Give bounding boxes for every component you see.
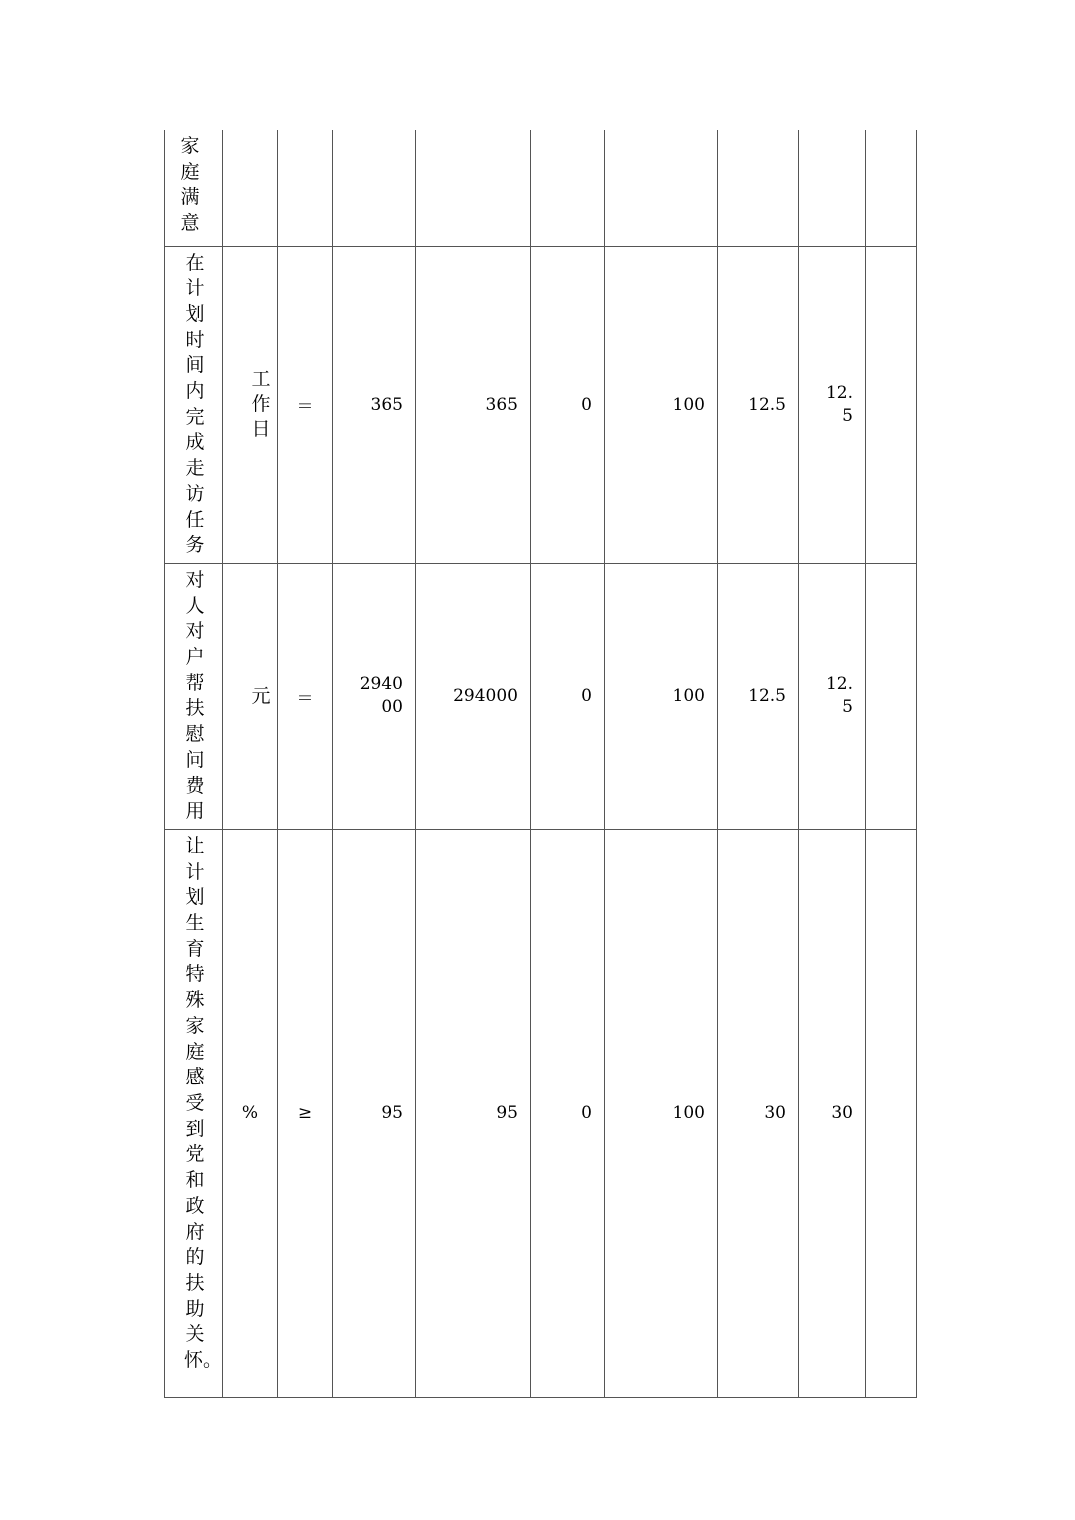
- deviation-cell: 0: [531, 829, 605, 1397]
- operator-cell: ≥: [278, 829, 333, 1397]
- note-cell: [866, 563, 917, 829]
- indicator-cell: [165, 130, 223, 246]
- weight-cell: 12.5: [718, 563, 799, 829]
- target-value-cell: 365: [333, 246, 416, 563]
- target-value-cell: 294000: [333, 563, 416, 829]
- actual-value-cell: [416, 130, 531, 246]
- completion-rate-cell: [605, 130, 718, 246]
- weight-cell: 12.5: [718, 246, 799, 563]
- operator-cell: ＝: [278, 246, 333, 563]
- note-cell: [866, 246, 917, 563]
- completion-rate-cell: 100: [605, 246, 718, 563]
- indicator-cell: [165, 246, 223, 563]
- weight-cell: [718, 130, 799, 246]
- indicator-cell: [165, 563, 223, 829]
- note-cell: [866, 130, 917, 246]
- indicator-cell: [165, 829, 223, 1397]
- unit-cell: 工作日: [223, 246, 278, 563]
- target-value-cell: [333, 130, 416, 246]
- indicator-text: 让计划生育特殊家庭感受到党和政府的扶助关怀。: [184, 834, 223, 1372]
- score-cell: [799, 130, 866, 246]
- operator-cell: ＝: [278, 563, 333, 829]
- completion-rate-cell: 100: [605, 563, 718, 829]
- table-row: [165, 829, 917, 1397]
- score-cell: 12.5: [799, 563, 866, 829]
- actual-value-cell: 95: [416, 829, 531, 1397]
- unit-cell: [223, 130, 278, 246]
- performance-table: [164, 130, 917, 1398]
- score-cell: 30: [799, 829, 866, 1397]
- target-value-cell: 95: [333, 829, 416, 1397]
- indicator-text: 在计划时间内完成走访任务: [185, 251, 205, 557]
- table-row: [165, 130, 917, 246]
- score-cell: 12.5: [799, 246, 866, 563]
- deviation-cell: 0: [531, 563, 605, 829]
- operator-cell: [278, 130, 333, 246]
- indicator-text: 对人对户帮扶慰问费用: [185, 568, 205, 823]
- actual-value-cell: 294000: [416, 563, 531, 829]
- unit-cell: %: [223, 829, 278, 1397]
- indicator-text: 家庭满意: [180, 135, 200, 235]
- note-cell: [866, 829, 917, 1397]
- table-row: [165, 563, 917, 829]
- weight-cell: 30: [718, 829, 799, 1397]
- completion-rate-cell: 100: [605, 829, 718, 1397]
- table-row: [165, 246, 917, 563]
- deviation-cell: 0: [531, 246, 605, 563]
- actual-value-cell: 365: [416, 246, 531, 563]
- deviation-cell: [531, 130, 605, 246]
- unit-cell: 元: [223, 563, 278, 829]
